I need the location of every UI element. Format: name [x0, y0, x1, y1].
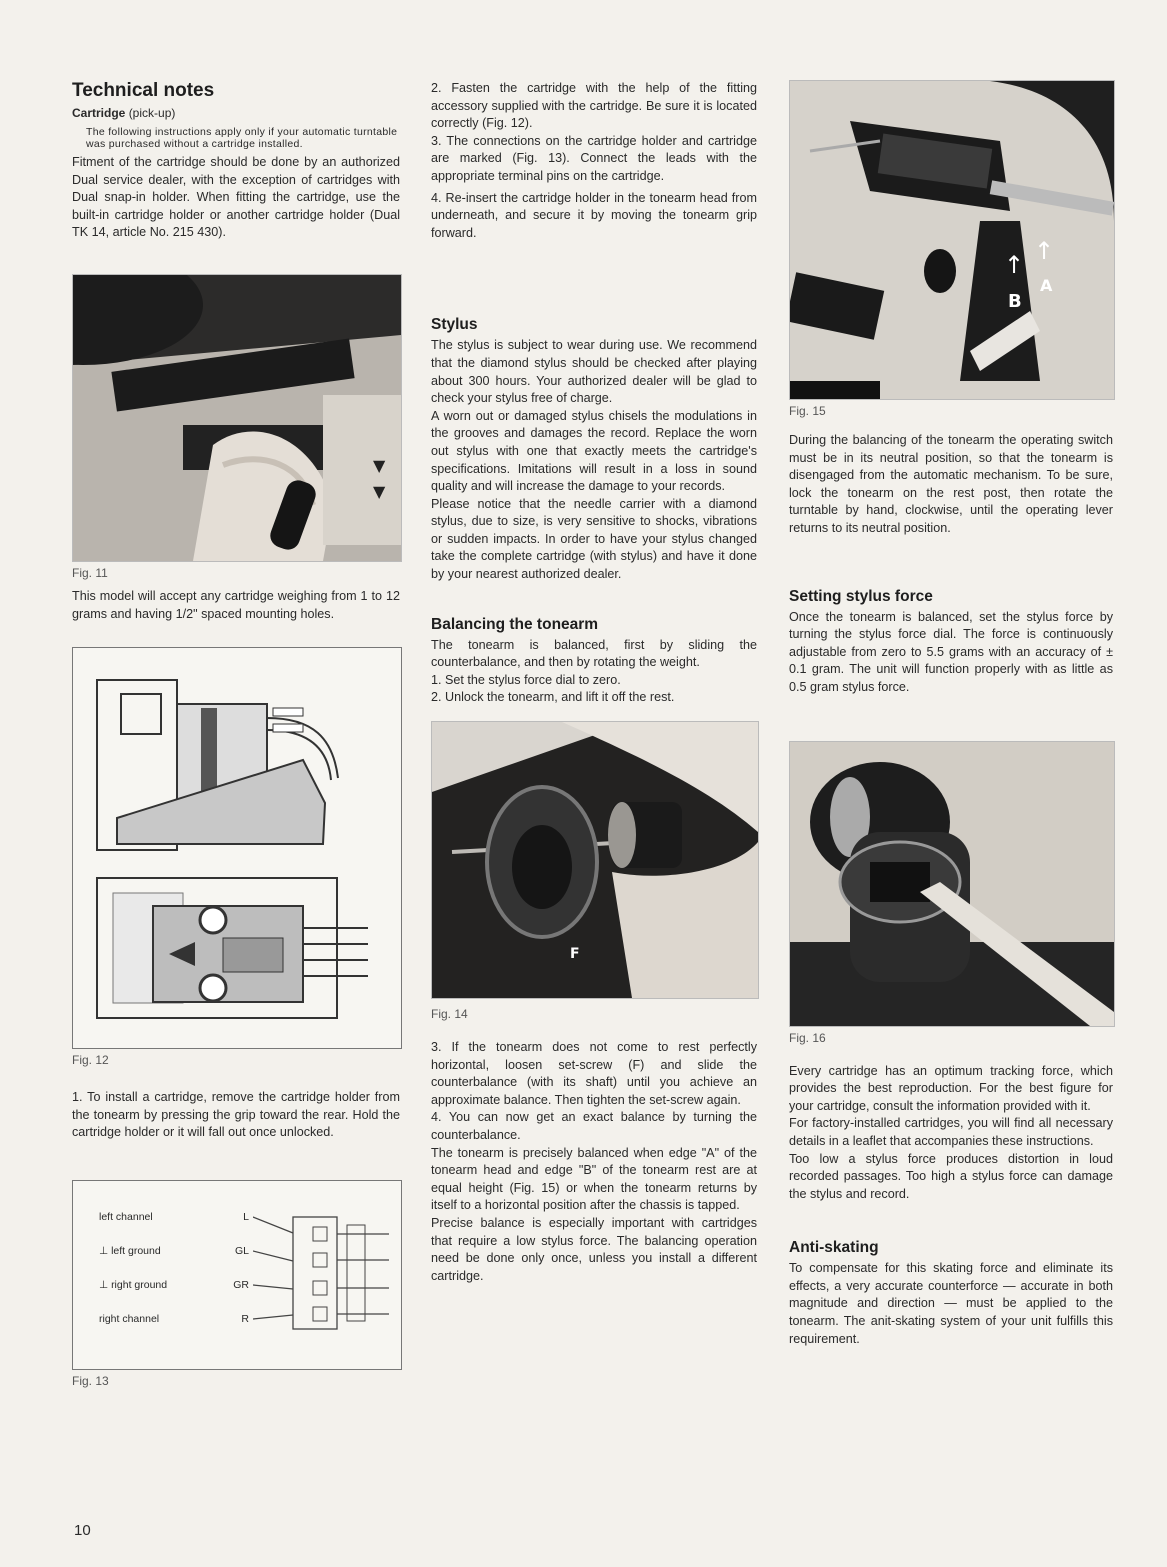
balancing-heading: Balancing the tonearm: [431, 615, 599, 633]
fig15-label-b: B: [1008, 291, 1022, 312]
wiring-label: ⊥ left ground: [99, 1244, 161, 1257]
balancing-step-1: 1. Set the stylus force dial to zero.: [431, 672, 621, 687]
stylus-force-paragraph-1: Once the tonearm is balanced, set the stylus force by turning the stylus force dial. The force is continuously adjustable from zero to 5.5 grams with an accuracy of ± 0.1 gram. The unit will function properly with as little as 0.5 gram stylus force.: [789, 609, 1113, 694]
column-left: [72, 80, 400, 1388]
wiring-code: GR: [233, 1278, 249, 1291]
balancing-paragraph-precise: Precise balance is especially important with cartridges that require a low stylus force. The balancing operation need be done only once, unless you install a different cartridge.: [431, 1215, 757, 1283]
wiring-label: left channel: [99, 1210, 153, 1223]
page-number: 10: [74, 1522, 91, 1539]
svg-text:↑: ↑: [1034, 237, 1055, 265]
stylus-paragraph-3: Please notice that the needle carrier with a diamond stylus, due to size, is very sensitive to shocks, vibrations or sudden impacts. In order to have your stylus changed take the complete cartridge (with stylus) and have it done by your nearest authorized dealer.: [431, 496, 757, 582]
stylus-force-paragraph-3: For factory-installed cartridges, you will find all necessary details in a leaflet that accompanies these instructions.: [789, 1116, 1113, 1148]
fig12-diagram: [72, 647, 402, 1049]
counterbalance-photo-illustration: [432, 722, 758, 998]
svg-text:▼: ▼: [373, 481, 386, 501]
stylus-force-gauge-photo-illustration: [790, 742, 1114, 1026]
wiring-label: right channel: [99, 1312, 160, 1325]
fig14-label-f: F: [570, 946, 580, 963]
cartridge-holder-photo-illustration: [73, 275, 401, 561]
fig13-wiring-diagram: [72, 1180, 402, 1370]
wiring-code: L: [243, 1210, 249, 1223]
section-subtitle: [72, 106, 400, 120]
fig15-photo: [789, 80, 1115, 400]
install-step3-text: 3. The connections on the cartridge holder and cartridge are marked (Fig. 13). Connect the leads with the appropriate terminal pins on the cartridge.: [431, 133, 757, 183]
fig16-caption: Fig. 16: [789, 1030, 826, 1045]
anti-skating-heading: Anti-skating: [789, 1239, 879, 1257]
fig14-photo: [431, 721, 759, 999]
fig15-caption: Fig. 15: [789, 404, 826, 418]
stylus-paragraph-1: The stylus is subject to wear during use. We recommend that the diamond stylus should be checked after playing about 300 hours. Your authorized dealer will be glad to check your stylus free of charge.: [431, 338, 757, 406]
column-middle: [431, 80, 757, 1285]
page-title: Technical notes: [72, 80, 215, 101]
cartridge-fitment-text: Fitment of the cartridge should be done by an authorized Dual service dealer, with the exception of cartridges with Dual snap-in holder. When fitting the cartridge, use the built-in cartridge holder or another cartridge holder (Dual TK 14, article No. 215 430).: [72, 155, 400, 240]
balancing-paragraph-exact: The tonearm is precisely balanced when edge "A" of the tonearm head and edge "B" of the tonearm rest are at equal height (Fig. 15) or when the tonearm returns by itself to a horizontal position after the chassis is tapped.: [431, 1145, 757, 1213]
anti-skating-paragraph: To compensate for this skating force and eliminate its effects, a very accurate counterforce — accurate in both magnitude and direction — must be applied to the tonearm. The anit-skating system of your unit fulfills this requirement.: [789, 1261, 1113, 1346]
wiring-row: [99, 1245, 249, 1279]
fig15-label-a: A: [1040, 276, 1053, 295]
wiring-code: R: [241, 1312, 249, 1325]
stylus-force-paragraph-2: Every cartridge has an optimum tracking force, which provides the best reproduction. For the best figure for your cartridge, consult the information provided with it.: [789, 1063, 1113, 1113]
cartridge-mounting-diagram: [73, 648, 401, 1048]
subtitle-bold: Cartridge: [72, 106, 126, 120]
subtitle-rest: (pick-up): [128, 106, 176, 120]
wiring-label: ⊥ right ground: [99, 1278, 168, 1291]
fig16-photo: [789, 741, 1115, 1027]
tonearm-rest-photo-illustration: [790, 81, 1114, 399]
column-right: [789, 80, 1113, 1348]
balancing-neutral-text: During the balancing of the tonearm the operating switch must be in its neutral position, so that the tonearm is disengaged from the automatic mechanism. To be sure, lock the tonearm on the rest post, then rotate the turntable by hand, clockwise, until the operating lever returns to its neutral position.: [789, 433, 1113, 535]
wiring-code: GL: [234, 1244, 249, 1257]
stylus-heading: Stylus: [431, 316, 478, 334]
stylus-force-paragraph-4: Too low a stylus force produces distortion in loud recorded passages. Too high a stylus force can damage the stylus and record.: [789, 1151, 1113, 1201]
balancing-paragraph-1: The tonearm is balanced, first by sliding the counterbalance, and then by rotating the weight.: [431, 637, 757, 670]
install-step4-text: 4. Re-insert the cartridge holder in the tonearm head from underneath, and secure it by moving the tonearm grip forward.: [431, 190, 757, 240]
fig11-caption: Fig. 11: [72, 565, 108, 580]
wiring-row: [99, 1279, 249, 1313]
wiring-row: [99, 1313, 249, 1347]
wiring-row: [99, 1211, 249, 1245]
svg-text:↑: ↑: [1004, 251, 1025, 279]
install-note: The following instructions apply only if your automatic turntable was purchased without a cartridge installed.: [86, 126, 398, 150]
stylus-force-heading: Setting stylus force: [789, 587, 933, 605]
install-step1-text: 1. To install a cartridge, remove the cartridge holder from the tonearm by pressing the grip toward the rear. Hold the cartridge holder or it will fall out once unlocked.: [72, 1090, 400, 1140]
fig14-caption: Fig. 14: [431, 1007, 468, 1022]
balancing-step-3: 3. If the tonearm does not come to rest perfectly horizontal, loosen set-screw (F) and slide the counterbalance (with its shaft) until you achieve an approximate balance. Then tighten the set-screw again.: [431, 1040, 757, 1107]
terminal-pins-illustration: [253, 1203, 393, 1353]
svg-text:▼: ▼: [373, 455, 386, 475]
balancing-step-4: 4. You can now get an exact balance by turning the counterbalance.: [431, 1110, 757, 1142]
fig11-photo: [72, 274, 402, 562]
install-step2-text: 2. Fasten the cartridge with the help of the fitting accessory supplied with the cartridge. Be sure it is located correctly (Fig. 12).: [431, 81, 757, 131]
balancing-step-2: 2. Unlock the tonearm, and lift it off the rest.: [431, 690, 675, 705]
fig12-caption: Fig. 12: [72, 1053, 109, 1068]
fig13-caption: Fig. 13: [72, 1373, 109, 1388]
wiring-labels: [99, 1211, 249, 1347]
stylus-paragraph-2: A worn out or damaged stylus chisels the modulations in the grooves and damages the record. Replace the worn out stylus with one that exactly meets the cartridge's specifications. Imitations will result in a loss in sound quality and will increase the damage to your records.: [431, 408, 757, 494]
cartridge-weight-text: This model will accept any cartridge weighing from 1 to 12 grams and having 1/2" spaced mounting holes.: [72, 588, 400, 621]
